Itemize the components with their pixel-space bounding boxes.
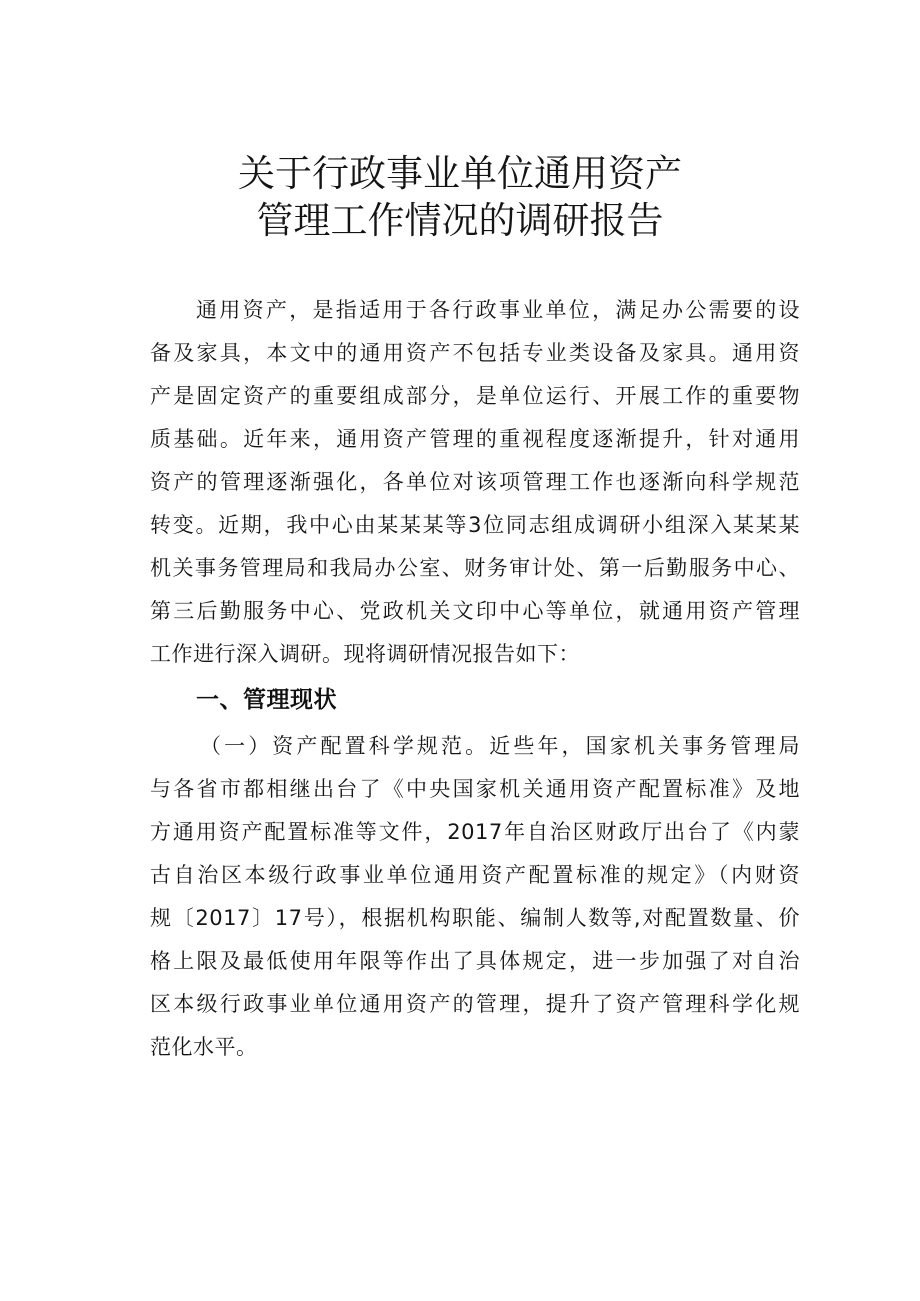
paragraph-line: 机关事务管理局和我局办公室、财务审计处、第一后勤服务中心、 [150,556,800,580]
paragraph-line: 方通用资产配置标准等文件，2017年自治区财政厅出台了《内蒙 [150,820,800,844]
paragraph-line: 范化水平。 [150,1035,258,1059]
paragraph-line: 资产的管理逐渐强化，各单位对该项管理工作也逐渐向科学规范 [150,470,800,494]
paragraph-line: 产是固定资产的重要组成部分，是单位运行、开展工作的重要物 [150,384,800,408]
paragraph-line: 格上限及最低使用年限等作出了具体规定，进一步加强了对自治 [150,949,800,973]
paragraph-line: 转变。近期，我中心由某某某等3位同志组成调研小组深入某某某 [150,513,800,537]
paragraph-line: 备及家具，本文中的通用资产不包括专业类设备及家具。通用资 [150,341,800,365]
section-heading-1: 一、管理现状 [196,687,337,713]
paragraph-line: 与各省市都相继出台了《中央国家机关通用资产配置标准》及地 [150,777,800,801]
paragraph-line: 规〔2017〕17号），根据机构职能、编制人数等,对配置数量、价 [150,906,800,930]
document-title-line-1: 关于行政事业单位通用资产 [238,152,682,195]
paragraph-line: 古自治区本级行政事业单位通用资产配置标准的规定》（内财资 [150,863,800,887]
paragraph-line: 区本级行政事业单位通用资产的管理，提升了资产管理科学化规 [150,992,800,1016]
paragraph-line: 通用资产，是指适用于各行政事业单位，满足办公需要的设 [196,298,800,322]
paragraph-line: 第三后勤服务中心、党政机关文印中心等单位，就通用资产管理 [150,599,800,623]
paragraph-line: （一）资产配置科学规范。近些年，国家机关事务管理局 [200,734,800,758]
paragraph-line: 工作进行深入调研。现将调研情况报告如下： [150,642,580,666]
paragraph-line: 质基础。近年来，通用资产管理的重视程度逐渐提升，针对通用 [150,427,800,451]
document-title-line-2: 管理工作情况的调研报告 [256,199,664,242]
